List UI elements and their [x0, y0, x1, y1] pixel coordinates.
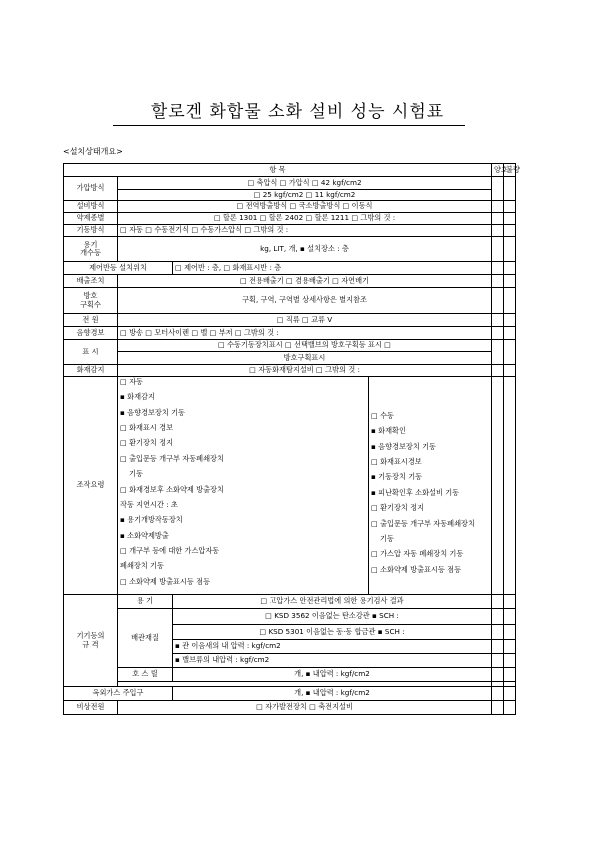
list-item: ▪ 기동장치 기동 — [371, 472, 423, 482]
ops-auto-list — [118, 377, 369, 595]
row-equip-container — [64, 595, 516, 609]
check-bad[interactable] — [504, 340, 516, 365]
header-item: 항 목 — [64, 164, 492, 177]
check-bad[interactable] — [504, 177, 516, 201]
value-control: □ 제어반 : 층, □ 화재표시반 : 층 — [173, 262, 492, 275]
list-item: 작동 지연시간 : 초 — [120, 499, 178, 509]
list-item: □ 수동 — [371, 410, 394, 420]
list-item: ▪ 음향경보장치 기동 — [371, 441, 436, 451]
label-detect: 화재감지 — [64, 365, 118, 377]
value-pipe-1: □ KSD 3562 이음없는 탄소강관 ▪ SCH : — [173, 609, 492, 625]
value-pressure-2: □ 25 kgf/cm2 □ 11 kgf/cm2 — [118, 190, 492, 201]
check-bad[interactable] — [504, 275, 516, 288]
check-good[interactable] — [492, 225, 504, 237]
check-good[interactable] — [492, 640, 504, 654]
row-pressure-2 — [64, 190, 516, 201]
check-good[interactable] — [492, 365, 504, 377]
check-good[interactable] — [492, 701, 504, 715]
check-good[interactable] — [492, 275, 504, 288]
row-storage — [64, 237, 516, 262]
label-pilot: 옥외가스 주입구 — [64, 687, 173, 701]
label-container: 용 기 — [118, 595, 173, 609]
check-good[interactable] — [492, 314, 504, 327]
check-good[interactable] — [492, 262, 504, 275]
check-good[interactable] — [492, 340, 504, 365]
label-agent: 약제종별 — [64, 213, 118, 225]
check-good[interactable] — [492, 377, 504, 595]
list-item: 폐쇄장치 기동 — [120, 561, 164, 571]
row-ops — [64, 377, 516, 595]
value-nozzle: □ 전용배출기 □ 겸용배출기 □ 자연배기 — [118, 275, 492, 288]
row-display — [64, 340, 516, 352]
check-bad[interactable] — [504, 687, 516, 701]
row-start — [64, 225, 516, 237]
value-detect: □ 자동화재탐지설비 □ 그밖의 것 : — [118, 365, 492, 377]
check-bad[interactable] — [504, 365, 516, 377]
value-emergency: □ 자가발전장치 □ 축전지설비 — [118, 701, 492, 715]
label-storage: 용기 개수등 — [64, 237, 118, 262]
list-item: ▪ 음향경보장치 기동 — [120, 407, 185, 417]
list-item: □ 출입문등 개구부 자동폐쇄장치 — [120, 453, 224, 463]
list-item: □ 출입문등 개구부 자동폐쇄장치 — [371, 518, 475, 528]
check-bad[interactable] — [504, 377, 516, 595]
value-display-2: 방호구획표시 — [118, 352, 492, 365]
label-zone: 방호 구획수 — [64, 288, 118, 314]
list-item: ▪ 피난확인후 소화설비 기동 — [371, 487, 460, 497]
value-agent: □ 할론 1301 □ 할론 2402 □ 할론 1211 □ 그밖의 것 : — [118, 213, 492, 225]
row-pressure — [64, 177, 516, 190]
label-start: 기동방식 — [64, 225, 118, 237]
label-equip: 기기등의 규 격 — [64, 595, 118, 687]
label-ops: 조작요령 — [64, 377, 118, 595]
row-emergency — [64, 701, 516, 715]
check-good[interactable] — [492, 327, 504, 340]
row-zone — [64, 288, 516, 314]
check-good[interactable] — [492, 237, 504, 262]
list-item: ▪ 화재감지 — [120, 392, 155, 402]
check-bad[interactable] — [504, 654, 516, 668]
check-bad[interactable] — [504, 327, 516, 340]
label-alarm: 음향경보 — [64, 327, 118, 340]
check-good[interactable] — [492, 625, 504, 640]
list-item: 기동 — [380, 533, 394, 543]
value-install: □ 전역방출방식 □ 국소방출방식 □ 이동식 — [118, 201, 492, 213]
value-storage: kg, LIT, 개, ▪ 설치장소 : 층 — [118, 237, 492, 262]
row-nozzle — [64, 275, 516, 288]
row-power — [64, 314, 516, 327]
check-good[interactable] — [492, 288, 504, 314]
value-hose: 개, ▪ 내압력 : kgf/cm2 — [173, 668, 492, 682]
header-good: 양호 — [492, 164, 504, 177]
list-item: □ 소화약제 방출표시등 점등 — [120, 576, 211, 586]
title-underline — [113, 125, 465, 126]
value-alarm: □ 방송 □ 모터사이렌 □ 벨 □ 부저 □ 그밖의 것 : — [118, 327, 492, 340]
row-display-2 — [64, 352, 516, 365]
row-install — [64, 201, 516, 213]
check-bad[interactable] — [504, 595, 516, 609]
list-item: □ 화재경보후 소화약제 방출장치 — [120, 484, 224, 494]
table-header — [64, 164, 516, 177]
check-good[interactable] — [492, 213, 504, 225]
label-pipe: 배관재질 — [118, 609, 173, 668]
check-bad[interactable] — [504, 262, 516, 275]
page-title: 할로겐 화합물 소화 설비 성능 시험표 — [150, 102, 445, 122]
check-good[interactable] — [492, 654, 504, 668]
check-bad[interactable] — [504, 213, 516, 225]
label-control: 제어반등 설치위치 — [64, 262, 173, 275]
label-power: 전 원 — [64, 314, 118, 327]
list-item: □ 환기장치 정지 — [371, 503, 425, 513]
check-bad[interactable] — [504, 625, 516, 640]
check-bad[interactable] — [504, 609, 516, 625]
list-item: ▪ 화재확인 — [371, 426, 406, 436]
label-hose: 호 스 릴 — [118, 668, 173, 682]
value-pipe-4: ▪ 밸브류의 내압력 : kgf/cm2 — [173, 654, 492, 668]
section-label: <설치상태개요> — [63, 147, 123, 156]
row-pipe-1 — [64, 609, 516, 625]
list-item: □ 소화약제 방출표시등 점등 — [371, 564, 462, 574]
check-good[interactable] — [492, 609, 504, 625]
list-item: □ 환기장치 정지 — [120, 438, 174, 448]
value-pilot: 개, ▪ 내압력 : kgf/cm2 — [173, 687, 492, 701]
ops-manual-list — [369, 377, 492, 595]
label-display: 표 시 — [64, 340, 118, 365]
check-good[interactable] — [492, 687, 504, 701]
list-item: □ 자동 — [120, 376, 143, 386]
label-nozzle: 배출조치 — [64, 275, 118, 288]
value-pipe-2: □ KSD 5301 이음없는 동·동 합금관 ▪ SCH : — [173, 625, 492, 640]
list-item: 기동 — [129, 469, 143, 479]
row-hose — [64, 668, 516, 682]
check-bad[interactable] — [504, 314, 516, 327]
value-zone: 구획, 구역, 구역별 상세사항은 별지참조 — [118, 288, 492, 314]
check-bad[interactable] — [504, 640, 516, 654]
check-good[interactable] — [492, 177, 504, 201]
inspection-table — [63, 163, 520, 715]
label-install: 설비방식 — [64, 201, 118, 213]
row-detect — [64, 365, 516, 377]
value-start: □ 자동 □ 수동전기식 □ 수동가스압식 □ 그밖의 것 : — [118, 225, 492, 237]
row-alarm — [64, 327, 516, 340]
value-container: □ 고압가스 안전관리법에 의한 용기검사 결과 — [173, 595, 492, 609]
value-display-1: □ 수동기동장치표시 □ 선택밸브의 방호구획등 표시 □ — [118, 340, 492, 352]
check-bad[interactable] — [504, 701, 516, 715]
value-pipe-3: ▪ 관 이음새의 내 압력 : kgf/cm2 — [173, 640, 492, 654]
label-emergency: 비상전원 — [64, 701, 118, 715]
row-agent — [64, 213, 516, 225]
label-pressure: 가압방식 — [64, 177, 118, 201]
check-bad[interactable] — [504, 237, 516, 262]
row-pilot — [64, 687, 516, 701]
check-bad[interactable] — [504, 288, 516, 314]
check-bad[interactable] — [504, 668, 516, 682]
value-pressure-1: □ 축압식 □ 가압식 □ 42 kgf/cm2 — [118, 177, 492, 190]
list-item: □ 가스압 자동 폐쇄장치 기동 — [371, 549, 464, 559]
check-good[interactable] — [492, 201, 504, 213]
row-control — [64, 262, 516, 275]
check-bad[interactable] — [504, 201, 516, 213]
header-bad: 불량 — [504, 164, 516, 177]
value-power: □ 직류 □ 교류 V — [118, 314, 492, 327]
list-item: □ 개구부 등에 대한 가스압자동 — [120, 546, 220, 556]
list-item: ▪ 소화약제방출 — [120, 530, 169, 540]
list-item: □ 화재표시 경보 — [120, 422, 174, 432]
check-good[interactable] — [492, 595, 504, 609]
check-bad[interactable] — [504, 225, 516, 237]
check-good[interactable] — [492, 668, 504, 682]
list-item: □ 화재표시경보 — [371, 457, 422, 467]
list-item: ▪ 용기개방작동장치 — [120, 515, 183, 525]
